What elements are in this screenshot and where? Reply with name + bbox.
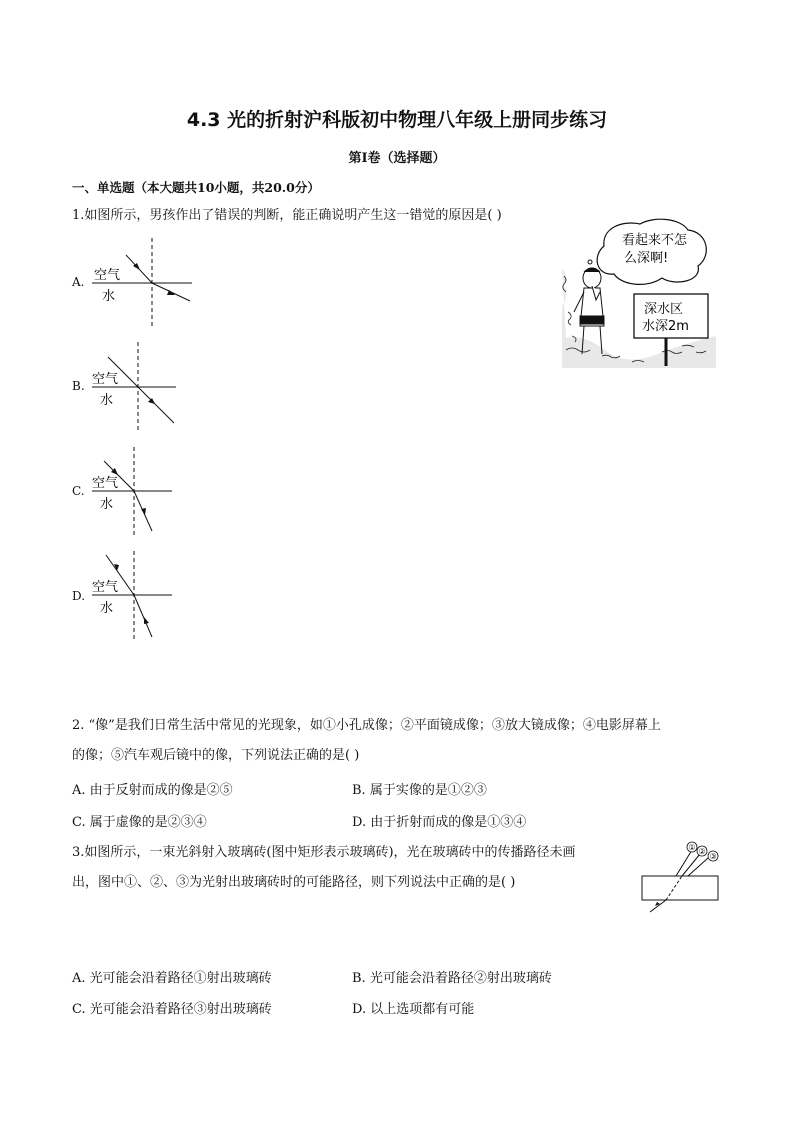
- speech-text-line-1: 看起来不怎: [622, 233, 688, 248]
- q3-option-b[interactable]: B. 光可能会沿着路径②射出玻璃砖: [352, 971, 552, 986]
- glass-brick: [642, 876, 718, 900]
- q1-option-b-label[interactable]: B.: [72, 379, 85, 393]
- q3-option-a[interactable]: A. 光可能会沿着路径①射出玻璃砖: [72, 971, 272, 986]
- water-label: 水: [100, 393, 114, 408]
- exit-path-1: [676, 850, 692, 876]
- section-heading: 一、单选题（本大题共10小题，共20.0分）: [72, 180, 320, 195]
- q2-option-b[interactable]: B. 属于实像的是①②③: [352, 783, 487, 798]
- q1-cartoon-figure: [562, 216, 716, 368]
- q3-option-d[interactable]: D. 以上选项都有可能: [352, 1002, 475, 1017]
- air-label: 空气: [92, 372, 119, 387]
- q2-option-d[interactable]: D. 由于折射而成的像是①③④: [352, 815, 527, 830]
- speech-text-line-2: 么深啊!: [624, 251, 669, 266]
- q1-option-c-diagram[interactable]: [86, 447, 196, 539]
- q1-option-b-diagram[interactable]: [86, 342, 196, 434]
- light-ray: [134, 595, 152, 637]
- q1-option-a-diagram[interactable]: [86, 238, 196, 330]
- incident-ray: [650, 900, 666, 912]
- water-label: 水: [100, 601, 114, 616]
- q1-option-c-label[interactable]: C.: [72, 484, 85, 498]
- arrow-icon: [148, 398, 155, 404]
- question-2-stem-line-1: 2. “像”是我们日常生活中常见的光现象，如①小孔成像；②平面镜成像；③放大镜成像；④电影屏幕上: [72, 718, 661, 733]
- air-label: 空气: [92, 476, 119, 491]
- water-label: 水: [102, 289, 116, 304]
- question-3-stem-line-2: 出，图中①、②、③为光射出玻璃砖时的可能路径，则下列说法中正确的是( ): [72, 875, 516, 890]
- q3-option-c[interactable]: C. 光可能会沿着路径③射出玻璃砖: [72, 1002, 272, 1017]
- q1-option-d-label[interactable]: D.: [72, 589, 86, 603]
- light-ray: [138, 387, 174, 423]
- air-label: 空气: [92, 580, 119, 595]
- thought-dot: [588, 260, 592, 264]
- q1-option-d-diagram[interactable]: [86, 551, 196, 643]
- arrow-icon: [144, 617, 149, 624]
- q2-option-a[interactable]: A. 由于反射而成的像是②⑤: [72, 783, 233, 798]
- path-label-1: ①: [688, 843, 696, 852]
- sign-text-line-2: 水深2m: [642, 319, 689, 334]
- question-1-stem: 1.如图所示，男孩作出了错误的判断，能正确说明产生这一错觉的原因是( ): [72, 208, 502, 223]
- volume-subtitle: 第I卷（选择题）: [348, 151, 446, 166]
- question-3-stem-line-1: 3.如图所示，一束光斜射入玻璃砖(图中矩形表示玻璃砖)，光在玻璃砖中的传播路径未画: [72, 845, 576, 860]
- q2-option-c[interactable]: C. 属于虚像的是②③④: [72, 815, 207, 830]
- arrow-icon: [141, 508, 146, 515]
- exit-path-3: [688, 858, 708, 876]
- path-label-3: ③: [709, 852, 717, 861]
- q1-option-a-label[interactable]: A.: [72, 275, 85, 289]
- water-label: 水: [100, 497, 114, 512]
- question-2-stem-line-2: 的像；⑤汽车观后镜中的像，下列说法正确的是( ): [72, 748, 360, 763]
- page-title: 4.3 光的折射沪科版初中物理八年级上册同步练习: [186, 109, 608, 131]
- path-label-2: ②: [698, 847, 706, 856]
- air-label: 空气: [94, 268, 121, 283]
- sign-text-line-1: 深水区: [644, 302, 684, 317]
- q3-glass-brick-diagram: [636, 838, 728, 918]
